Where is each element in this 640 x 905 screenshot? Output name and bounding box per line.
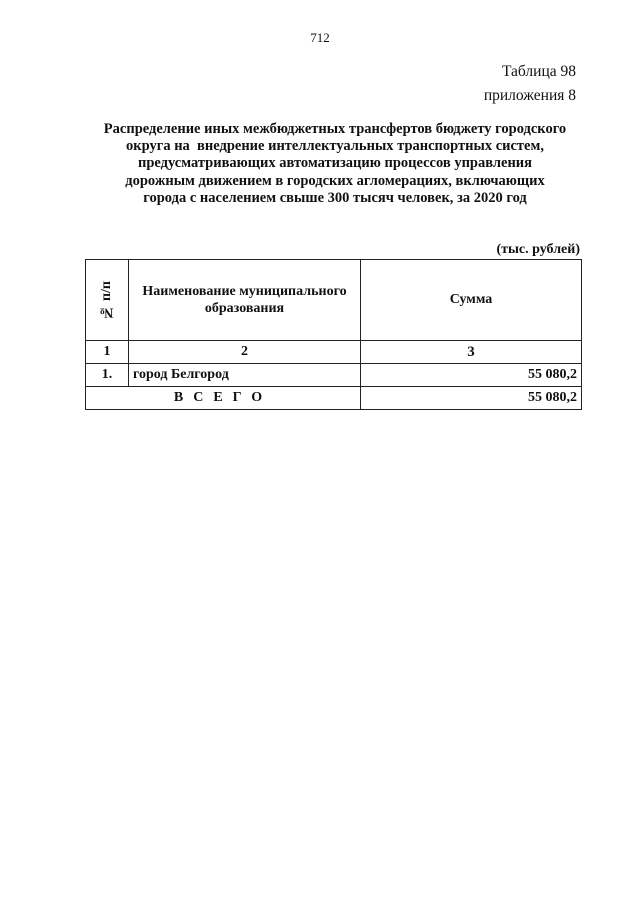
header-name-cell: Наименование муниципального образования	[129, 260, 361, 341]
header-num-label: № п/п	[99, 280, 114, 320]
title-line: предусматривающих автоматизацию процессов управления	[137, 155, 533, 172]
title-line: дорожным движением в городских агломерациях, включающих	[125, 172, 545, 189]
row-municipality-name: город Белгород	[129, 364, 361, 387]
page-number: 712	[310, 30, 330, 45]
title-line: округа на внедрение интеллектуальных транспортных систем,	[126, 138, 544, 155]
header-sum-cell: Сумма	[361, 260, 582, 341]
column-number-1: 1	[86, 341, 129, 364]
allocation-table	[85, 259, 581, 410]
title-line: города с населением свыше 300 тысяч человек, за 2020 год	[143, 189, 527, 206]
table-row	[86, 364, 582, 387]
data-table	[85, 259, 582, 410]
row-number: 1.	[86, 364, 129, 387]
appendix-reference: приложения 8	[483, 87, 576, 104]
total-amount: 55 080,2	[361, 387, 582, 410]
table-reference-number: Таблица 98	[501, 63, 576, 80]
column-number-row	[86, 341, 582, 364]
row-amount: 55 080,2	[361, 364, 582, 387]
title-line: Распределение иных межбюджетных трансфертов бюджету городского	[103, 121, 567, 137]
header-num-cell	[86, 260, 129, 341]
column-number-2: 2	[129, 341, 361, 364]
units-label: (тыс. рублей)	[496, 242, 580, 257]
document-title	[80, 121, 590, 207]
total-label: ВСЕГО	[86, 387, 361, 410]
column-number-3: 3	[361, 341, 582, 364]
total-row	[86, 387, 582, 410]
header-row	[86, 260, 582, 341]
